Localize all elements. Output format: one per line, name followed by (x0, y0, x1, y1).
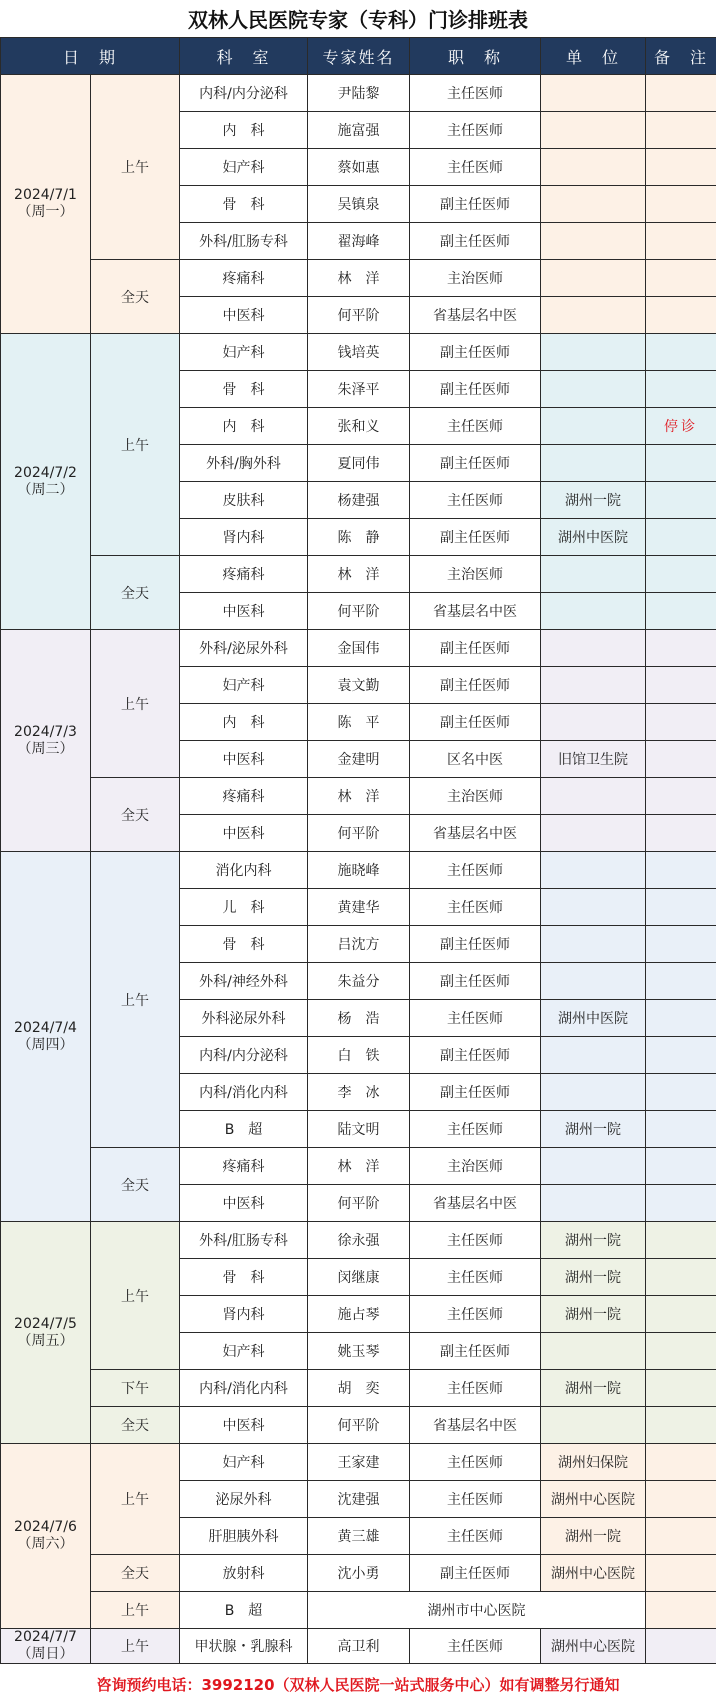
table-row (1, 630, 716, 667)
doctor-name-cell: 尹陆黎 (308, 75, 410, 112)
title-cell: 主任医师 (410, 1000, 541, 1037)
doctor-name-cell: 林 洋 (308, 260, 410, 297)
title-cell: 省基层名中医 (410, 1185, 541, 1222)
department-cell: 外科/神经外科 (180, 963, 308, 1000)
department-cell: 骨 科 (180, 926, 308, 963)
department-cell: 外科泌尿外科 (180, 1000, 308, 1037)
unit-cell: 湖州一院 (541, 1518, 646, 1555)
remark-cell (646, 1037, 716, 1074)
title-cell: 主任医师 (410, 112, 541, 149)
title-cell: 副主任医师 (410, 445, 541, 482)
status-remark: 停诊 (646, 408, 716, 445)
remark-cell (646, 1629, 716, 1664)
remark-cell (646, 1185, 716, 1222)
title-cell: 主任医师 (410, 1444, 541, 1481)
weekday-text: （周一） (17, 204, 74, 220)
unit-cell (541, 1333, 646, 1370)
unit-cell: 湖州中心医院 (541, 1555, 646, 1592)
title-cell: 主治医师 (410, 556, 541, 593)
remark-cell (646, 926, 716, 963)
department-cell: 外科/泌尿外科 (180, 630, 308, 667)
remark-cell (646, 852, 716, 889)
doctor-name-cell: 胡 奕 (308, 1370, 410, 1407)
table-row (1, 1629, 716, 1664)
department-cell: 妇产科 (180, 1444, 308, 1481)
remark-cell (646, 1555, 716, 1592)
remark-cell (646, 556, 716, 593)
doctor-name-cell: 林 洋 (308, 556, 410, 593)
doctor-name-cell: 夏同伟 (308, 445, 410, 482)
title-cell: 主任医师 (410, 482, 541, 519)
doctor-name-cell: 陈 平 (308, 704, 410, 741)
department-cell: 肾内科 (180, 1296, 308, 1333)
unit-cell (541, 630, 646, 667)
unit-cell (541, 1148, 646, 1185)
title-cell: 主任医师 (410, 852, 541, 889)
remark-cell (646, 667, 716, 704)
unit-cell (541, 186, 646, 223)
unit-cell (541, 149, 646, 186)
title-cell: 副主任医师 (410, 667, 541, 704)
unit-cell (541, 260, 646, 297)
merged-unit-cell: 湖州市中心医院 (308, 1592, 646, 1629)
department-cell: 内科/消化内科 (180, 1074, 308, 1111)
department-cell: 放射科 (180, 1555, 308, 1592)
unit-cell (541, 593, 646, 630)
doctor-name-cell: 蔡如惠 (308, 149, 410, 186)
doctor-name-cell: 金建明 (308, 741, 410, 778)
title-cell: 主任医师 (410, 1370, 541, 1407)
doctor-name-cell: 何平阶 (308, 593, 410, 630)
department-cell: 妇产科 (180, 1333, 308, 1370)
department-cell: B 超 (180, 1592, 308, 1629)
remark-cell (646, 704, 716, 741)
doctor-name-cell: 黄建华 (308, 889, 410, 926)
title-cell: 副主任医师 (410, 1333, 541, 1370)
remark-cell (646, 297, 716, 334)
title-cell: 副主任医师 (410, 963, 541, 1000)
department-cell: 中医科 (180, 741, 308, 778)
remark-cell (646, 334, 716, 371)
session-cell: 上午 (91, 1222, 180, 1370)
remark-cell (646, 1222, 716, 1259)
schedule-table (0, 37, 716, 1664)
date-text: 2024/7/2 (14, 464, 77, 481)
remark-cell (646, 1111, 716, 1148)
table-row (1, 1592, 716, 1629)
doctor-name-cell: 施占琴 (308, 1296, 410, 1333)
unit-cell: 湖州中医院 (541, 1000, 646, 1037)
title-cell: 副主任医师 (410, 371, 541, 408)
department-cell: 疼痛科 (180, 1148, 308, 1185)
doctor-name-cell: 吕沈方 (308, 926, 410, 963)
title-cell: 主任医师 (410, 1629, 541, 1664)
remark-cell (646, 186, 716, 223)
title-cell: 副主任医师 (410, 926, 541, 963)
unit-cell: 湖州一院 (541, 1259, 646, 1296)
table-row (1, 778, 716, 815)
department-cell: B 超 (180, 1111, 308, 1148)
header-remark: 备 注 (646, 38, 716, 75)
department-cell: 甲状腺・乳腺科 (180, 1629, 308, 1664)
session-cell: 下午 (91, 1370, 180, 1407)
footer-contact: 咨询预约电话：3992120（双林人民医院一站式服务中心）如有调整另行通知 (96, 1676, 620, 1694)
department-cell: 内科/消化内科 (180, 1370, 308, 1407)
unit-cell: 湖州妇保院 (541, 1444, 646, 1481)
session-cell: 全天 (91, 1407, 180, 1444)
title-cell: 副主任医师 (410, 519, 541, 556)
remark-cell (646, 741, 716, 778)
title-cell: 副主任医师 (410, 1074, 541, 1111)
department-cell: 消化内科 (180, 852, 308, 889)
doctor-name-cell: 施晓峰 (308, 852, 410, 889)
remark-cell (646, 482, 716, 519)
date-text: 2024/7/7 (14, 1629, 77, 1645)
unit-cell (541, 112, 646, 149)
date-cell (1, 630, 91, 852)
date-cell (1, 1629, 91, 1664)
unit-cell: 湖州一院 (541, 1370, 646, 1407)
title-cell: 主任医师 (410, 1481, 541, 1518)
remark-cell (646, 1407, 716, 1444)
title-cell: 副主任医师 (410, 704, 541, 741)
department-cell: 泌尿外科 (180, 1481, 308, 1518)
session-cell: 上午 (91, 630, 180, 778)
department-cell: 内科/内分泌科 (180, 1037, 308, 1074)
remark-cell (646, 371, 716, 408)
header-unit: 单 位 (541, 38, 646, 75)
remark-cell (646, 445, 716, 482)
unit-cell (541, 75, 646, 112)
table-row (1, 334, 716, 371)
session-cell: 全天 (91, 778, 180, 852)
title-cell: 主治医师 (410, 1148, 541, 1185)
department-cell: 皮肤科 (180, 482, 308, 519)
title-cell: 省基层名中医 (410, 297, 541, 334)
unit-cell (541, 667, 646, 704)
unit-cell: 湖州中心医院 (541, 1481, 646, 1518)
unit-cell: 湖州中医院 (541, 519, 646, 556)
unit-cell: 湖州一院 (541, 482, 646, 519)
doctor-name-cell: 林 洋 (308, 1148, 410, 1185)
title-cell: 主任医师 (410, 408, 541, 445)
doctor-name-cell: 沈建强 (308, 1481, 410, 1518)
remark-cell (646, 1074, 716, 1111)
department-cell: 疼痛科 (180, 778, 308, 815)
title-cell: 区名中医 (410, 741, 541, 778)
remark-cell (646, 778, 716, 815)
remark-cell (646, 1296, 716, 1333)
department-cell: 内 科 (180, 408, 308, 445)
date-text: 2024/7/5 (14, 1315, 77, 1332)
table-row (1, 1555, 716, 1592)
table-header-row (1, 38, 716, 75)
title-cell: 主治医师 (410, 260, 541, 297)
department-cell: 中医科 (180, 593, 308, 630)
department-cell: 骨 科 (180, 186, 308, 223)
weekday-text: （周六） (17, 1536, 74, 1552)
title-cell: 省基层名中医 (410, 593, 541, 630)
table-row (1, 1444, 716, 1481)
unit-cell (541, 1185, 646, 1222)
title-cell: 主任医师 (410, 75, 541, 112)
unit-cell (541, 963, 646, 1000)
unit-cell (541, 371, 646, 408)
session-cell: 上午 (91, 334, 180, 556)
unit-cell: 湖州中心医院 (541, 1629, 646, 1664)
session-cell: 上午 (91, 852, 180, 1148)
remark-cell (646, 112, 716, 149)
doctor-name-cell: 朱益分 (308, 963, 410, 1000)
doctor-name-cell: 沈小勇 (308, 1555, 410, 1592)
title-cell: 主治医师 (410, 778, 541, 815)
unit-cell (541, 815, 646, 852)
title-cell: 副主任医师 (410, 223, 541, 260)
department-cell: 疼痛科 (180, 260, 308, 297)
unit-cell (541, 1407, 646, 1444)
doctor-name-cell: 金国伟 (308, 630, 410, 667)
title-cell: 主任医师 (410, 1222, 541, 1259)
session-cell: 全天 (91, 1148, 180, 1222)
page-title: 双林人民医院专家（专科）门诊排班表 (188, 8, 528, 32)
department-cell: 外科/肛肠专科 (180, 1222, 308, 1259)
department-cell: 妇产科 (180, 149, 308, 186)
doctor-name-cell: 闵继康 (308, 1259, 410, 1296)
department-cell: 儿 科 (180, 889, 308, 926)
unit-cell: 旧馆卫生院 (541, 741, 646, 778)
session-cell: 全天 (91, 556, 180, 630)
department-cell: 外科/肛肠专科 (180, 223, 308, 260)
department-cell: 肾内科 (180, 519, 308, 556)
doctor-name-cell: 杨建强 (308, 482, 410, 519)
remark-cell (646, 963, 716, 1000)
remark-cell (646, 75, 716, 112)
doctor-name-cell: 何平阶 (308, 1185, 410, 1222)
title-cell: 主任医师 (410, 149, 541, 186)
table-row (1, 1222, 716, 1259)
doctor-name-cell: 白 铁 (308, 1037, 410, 1074)
doctor-name-cell: 陆文明 (308, 1111, 410, 1148)
doctor-name-cell: 何平阶 (308, 1407, 410, 1444)
date-text: 2024/7/1 (14, 187, 77, 203)
doctor-name-cell: 杨 浩 (308, 1000, 410, 1037)
date-cell (1, 75, 91, 334)
header-date: 日 期 (1, 38, 180, 75)
title-cell: 副主任医师 (410, 1555, 541, 1592)
department-cell: 骨 科 (180, 371, 308, 408)
table-row (1, 75, 716, 112)
doctor-name-cell: 林 洋 (308, 778, 410, 815)
doctor-name-cell: 钱培英 (308, 334, 410, 371)
department-cell: 中医科 (180, 1407, 308, 1444)
title-cell: 副主任医师 (410, 334, 541, 371)
weekday-text: （周日） (17, 1646, 74, 1662)
session-cell: 全天 (91, 260, 180, 334)
remark-cell (646, 519, 716, 556)
date-text: 2024/7/3 (14, 723, 77, 740)
title-cell: 副主任医师 (410, 1037, 541, 1074)
unit-cell (541, 704, 646, 741)
title-cell: 主任医师 (410, 1111, 541, 1148)
unit-cell (541, 778, 646, 815)
remark-cell (646, 1000, 716, 1037)
remark-cell (646, 1333, 716, 1370)
doctor-name-cell: 姚玉琴 (308, 1333, 410, 1370)
remark-cell (646, 815, 716, 852)
weekday-text: （周四） (17, 1036, 74, 1053)
date-cell (1, 334, 91, 630)
remark-cell (646, 260, 716, 297)
unit-cell (541, 408, 646, 445)
doctor-name-cell: 何平阶 (308, 297, 410, 334)
header-department: 科 室 (180, 38, 308, 75)
doctor-name-cell: 袁文勤 (308, 667, 410, 704)
date-cell (1, 1222, 91, 1444)
table-row (1, 556, 716, 593)
remark-cell (646, 593, 716, 630)
department-cell: 妇产科 (180, 334, 308, 371)
unit-cell (541, 334, 646, 371)
title-cell: 主任医师 (410, 1259, 541, 1296)
unit-cell (541, 889, 646, 926)
table-row (1, 260, 716, 297)
title-cell: 副主任医师 (410, 630, 541, 667)
department-cell: 内 科 (180, 112, 308, 149)
unit-cell (541, 297, 646, 334)
remark-cell (646, 1259, 716, 1296)
date-cell (1, 852, 91, 1222)
unit-cell (541, 223, 646, 260)
title-cell: 主任医师 (410, 889, 541, 926)
department-cell: 妇产科 (180, 667, 308, 704)
department-cell: 内 科 (180, 704, 308, 741)
doctor-name-cell: 王家建 (308, 1444, 410, 1481)
table-row (1, 1370, 716, 1407)
remark-cell (646, 1518, 716, 1555)
unit-cell: 湖州一院 (541, 1111, 646, 1148)
unit-cell (541, 1074, 646, 1111)
table-row (1, 1148, 716, 1185)
remark-cell (646, 1370, 716, 1407)
weekday-text: （周五） (17, 1332, 74, 1349)
session-cell: 全天 (91, 1555, 180, 1592)
unit-cell (541, 445, 646, 482)
session-cell: 上午 (91, 1629, 180, 1664)
unit-cell: 湖州一院 (541, 1222, 646, 1259)
unit-cell (541, 852, 646, 889)
doctor-name-cell: 吴镇泉 (308, 186, 410, 223)
date-cell (1, 1444, 91, 1629)
remark-cell (646, 223, 716, 260)
title-cell: 省基层名中医 (410, 815, 541, 852)
doctor-name-cell: 翟海峰 (308, 223, 410, 260)
date-text: 2024/7/6 (14, 1519, 77, 1535)
doctor-name-cell: 陈 静 (308, 519, 410, 556)
department-cell: 肝胆胰外科 (180, 1518, 308, 1555)
remark-cell (646, 1148, 716, 1185)
header-title: 职 称 (410, 38, 541, 75)
unit-cell: 湖州一院 (541, 1296, 646, 1333)
session-cell: 上午 (91, 1592, 180, 1629)
title-cell: 主任医师 (410, 1518, 541, 1555)
remark-cell (646, 889, 716, 926)
doctor-name-cell: 徐永强 (308, 1222, 410, 1259)
department-cell: 内科/内分泌科 (180, 75, 308, 112)
title-cell: 省基层名中医 (410, 1407, 541, 1444)
department-cell: 骨 科 (180, 1259, 308, 1296)
doctor-name-cell: 张和义 (308, 408, 410, 445)
session-cell: 上午 (91, 75, 180, 260)
weekday-text: （周三） (17, 740, 74, 757)
doctor-name-cell: 黄三雄 (308, 1518, 410, 1555)
header-doctor-name: 专家姓名 (308, 38, 410, 75)
doctor-name-cell: 高卫利 (308, 1629, 410, 1664)
table-row (1, 1407, 716, 1444)
title-cell: 主任医师 (410, 1296, 541, 1333)
remark-cell (646, 1481, 716, 1518)
unit-cell (541, 1037, 646, 1074)
title-cell: 副主任医师 (410, 186, 541, 223)
doctor-name-cell: 李 冰 (308, 1074, 410, 1111)
remark-cell (646, 1592, 716, 1629)
department-cell: 中医科 (180, 815, 308, 852)
session-cell: 上午 (91, 1444, 180, 1555)
department-cell: 中医科 (180, 1185, 308, 1222)
remark-cell (646, 149, 716, 186)
unit-cell (541, 926, 646, 963)
department-cell: 中医科 (180, 297, 308, 334)
department-cell: 疼痛科 (180, 556, 308, 593)
remark-cell (646, 630, 716, 667)
table-row (1, 852, 716, 889)
doctor-name-cell: 朱泽平 (308, 371, 410, 408)
unit-cell (541, 556, 646, 593)
date-text: 2024/7/4 (14, 1019, 77, 1036)
weekday-text: （周二） (17, 481, 74, 498)
doctor-name-cell: 何平阶 (308, 815, 410, 852)
remark-cell (646, 1444, 716, 1481)
doctor-name-cell: 施富强 (308, 112, 410, 149)
department-cell: 外科/胸外科 (180, 445, 308, 482)
